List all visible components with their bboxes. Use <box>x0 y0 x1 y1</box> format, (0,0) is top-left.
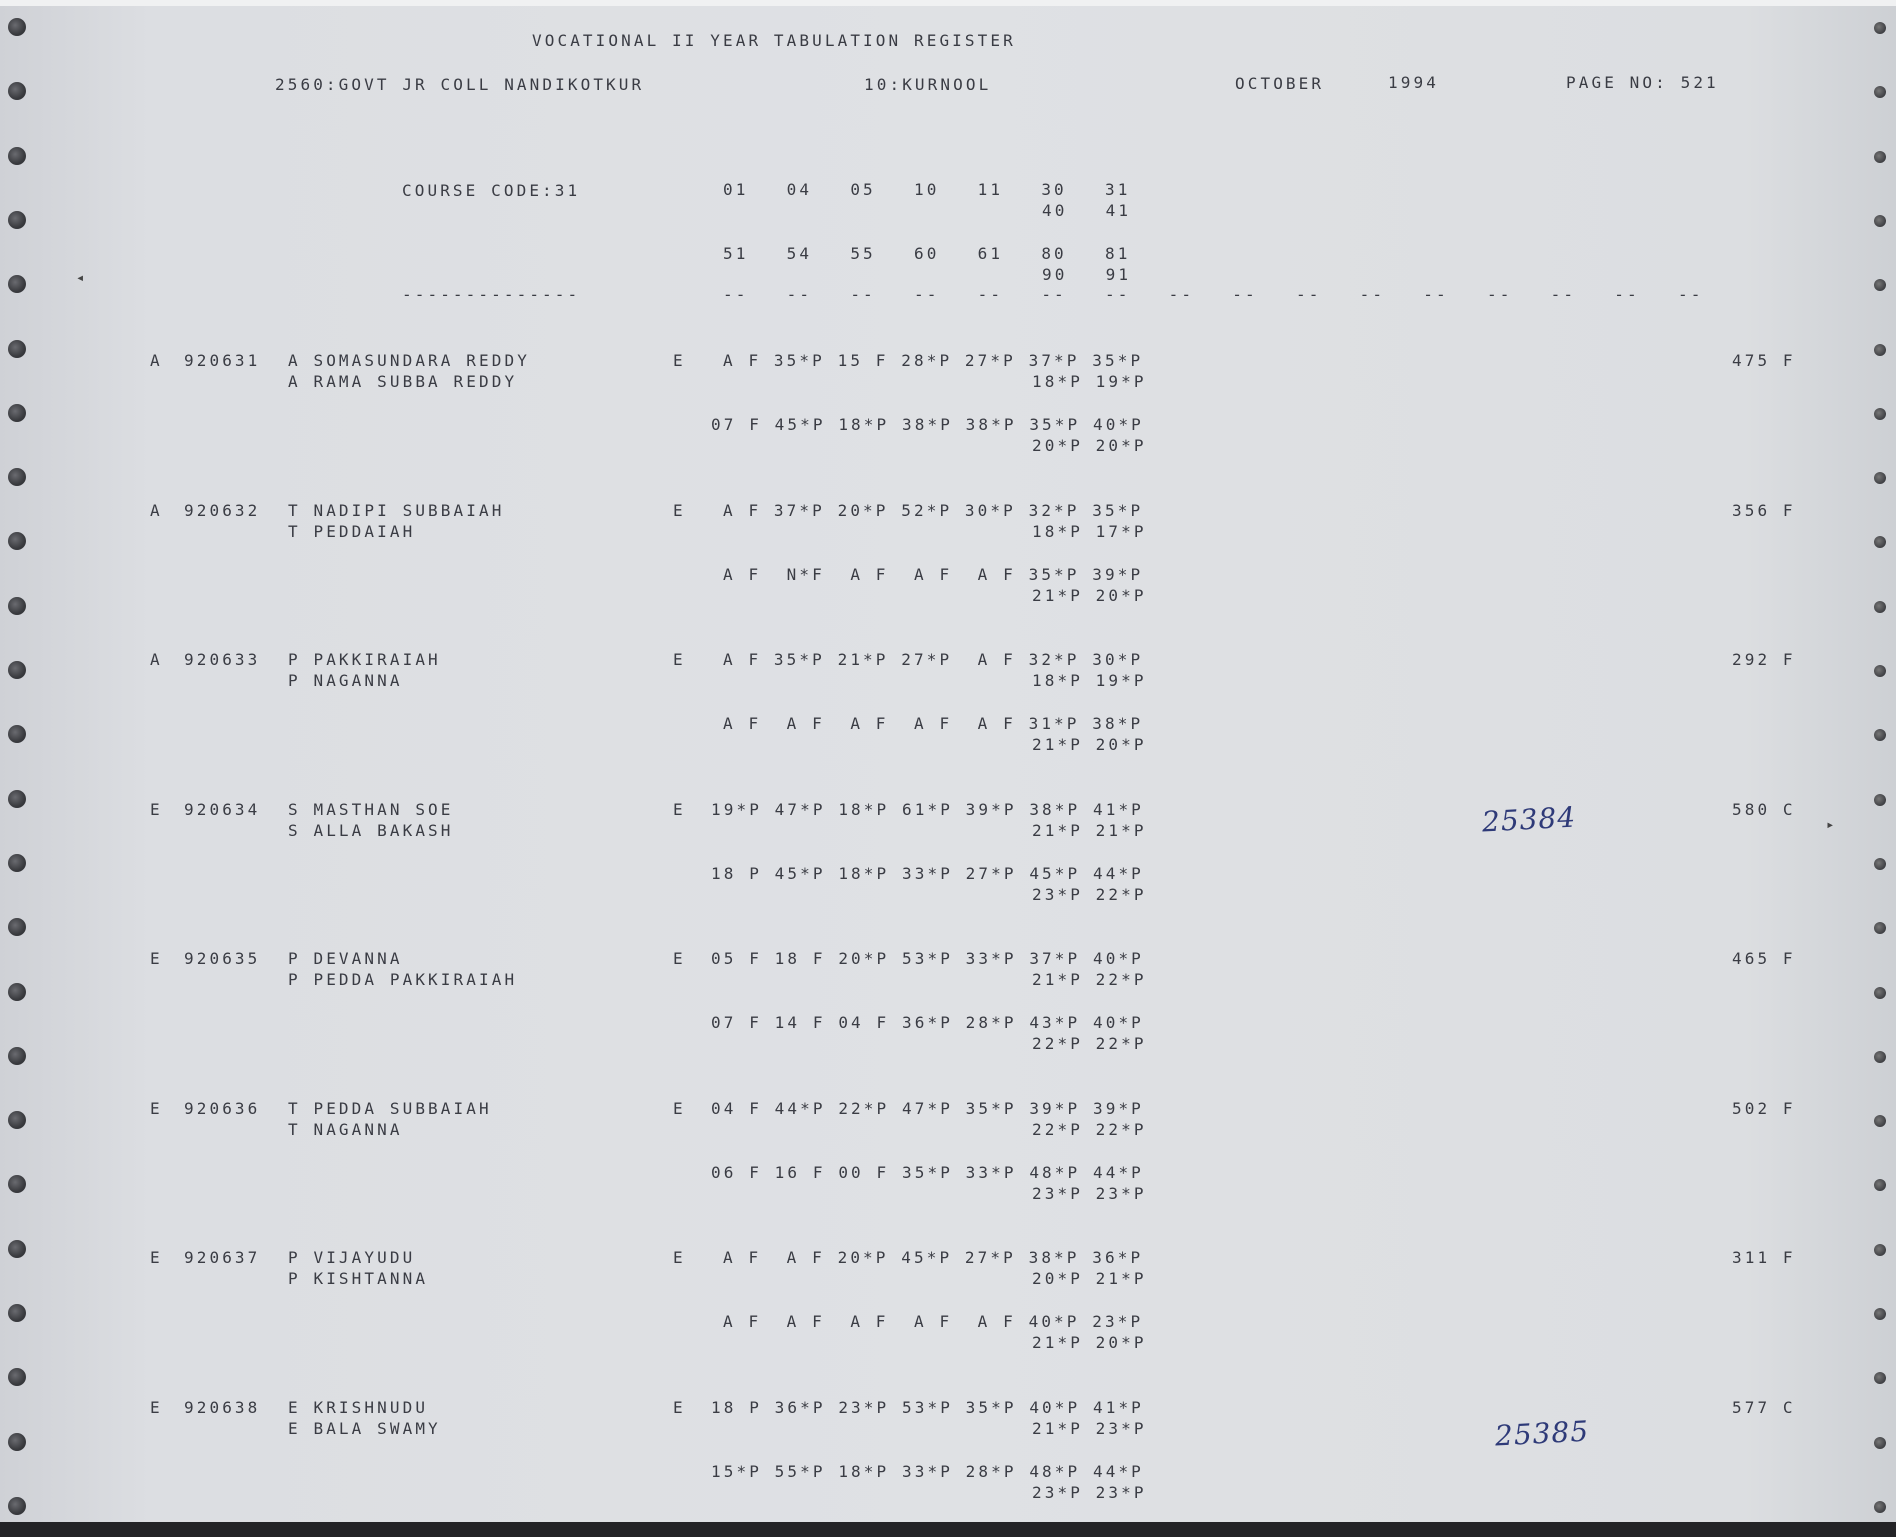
marks-row-1: 18 P 36*P 23*P 53*P 35*P 40*P 41*P <box>711 1397 1144 1417</box>
marks-row-2: 07 F 45*P 18*P 38*P 38*P 35*P 40*P <box>711 415 1144 434</box>
roll-number: 920634 <box>184 799 261 819</box>
grand-total: 292 F <box>1732 650 1796 669</box>
marks-row-1: A F 35*P 21*P 27*P A F 32*P 30*P <box>723 650 1144 669</box>
tractor-hole <box>1874 408 1886 420</box>
marks-row-2b: 23*P 22*P <box>1032 884 1147 904</box>
marks-row-1b: 22*P 22*P <box>1032 1119 1147 1139</box>
marks-row-2: 07 F 14 F 04 F 36*P 28*P 43*P 40*P <box>711 1013 1144 1032</box>
grand-total: 580 C <box>1732 799 1796 819</box>
group-code: A <box>150 500 163 520</box>
medium-code: E <box>673 500 686 520</box>
subject-codes-row-2: 51 54 55 60 61 80 81 <box>723 244 1131 263</box>
marks-row-2b: 22*P 22*P <box>1032 1034 1147 1053</box>
group-code: E <box>150 799 163 819</box>
group-code: E <box>150 1397 163 1417</box>
paper-top-edge <box>0 0 1896 6</box>
tractor-hole <box>8 82 26 100</box>
course-code-label: COURSE CODE:31 <box>402 181 581 200</box>
roll-number: 920636 <box>184 1098 261 1118</box>
group-code: A <box>150 351 163 370</box>
student-name: P PAKKIRAIAH <box>288 650 441 669</box>
marks-row-1b: 18*P 17*P <box>1032 521 1147 541</box>
roll-number: 920632 <box>184 500 261 520</box>
tractor-hole <box>8 1433 26 1451</box>
tractor-hole <box>1874 1372 1886 1384</box>
marks-row-1: 19*P 47*P 18*P 61*P 39*P 38*P 41*P <box>711 799 1144 819</box>
tractor-hole <box>8 1304 26 1322</box>
medium-code: E <box>673 949 686 968</box>
marks-row-2: 18 P 45*P 18*P 33*P 27*P 45*P 44*P <box>711 863 1144 883</box>
tractor-hole <box>1874 1308 1886 1320</box>
medium-code: E <box>673 351 686 370</box>
marks-row-2: 06 F 16 F 00 F 35*P 33*P 48*P 44*P <box>711 1162 1144 1182</box>
tractor-hole <box>8 1368 26 1386</box>
father-name: T PEDDAIAH <box>288 521 416 541</box>
marks-row-2: A F N*F A F A F A F 35*P 39*P <box>723 564 1144 584</box>
exam-year: 1994 <box>1388 73 1439 92</box>
student-name: A SOMASUNDARA REDDY <box>288 351 530 370</box>
marks-row-2: A F A F A F A F A F 40*P 23*P <box>723 1312 1144 1331</box>
tractor-hole <box>1874 1051 1886 1063</box>
tractor-hole <box>1874 1501 1886 1513</box>
handwritten-number: 25385 <box>1494 1414 1590 1452</box>
marks-row-2: A F A F A F A F A F 31*P 38*P <box>723 714 1144 733</box>
tractor-hole <box>1874 151 1886 163</box>
tractor-hole <box>8 147 26 165</box>
medium-code: E <box>673 650 686 669</box>
subject-codes-row-2b: 90 91 <box>1042 265 1132 284</box>
tractor-hole <box>1874 1179 1886 1191</box>
marks-row-1b: 21*P 22*P <box>1032 970 1147 989</box>
marks-row-1: 05 F 18 F 20*P 53*P 33*P 37*P 40*P <box>711 949 1144 968</box>
tractor-hole <box>1874 279 1886 291</box>
tractor-hole <box>8 1047 26 1065</box>
tractor-hole <box>1874 536 1886 548</box>
student-name: T NADIPI SUBBAIAH <box>288 500 505 520</box>
district-name: 10:KURNOOL <box>864 75 992 94</box>
tractor-hole <box>8 1175 26 1193</box>
student-name: P VIJAYUDU <box>288 1248 416 1267</box>
tractor-hole <box>8 854 26 872</box>
tractor-hole <box>1874 472 1886 484</box>
tractor-hole <box>8 983 26 1001</box>
course-underline: -------------- <box>402 285 581 304</box>
tractor-hole <box>8 532 26 550</box>
marks-row-2b: 21*P 20*P <box>1032 735 1147 754</box>
column-dash-row: -- -- -- -- -- -- -- -- -- -- -- -- -- -- -- -- <box>723 285 1704 304</box>
tractor-hole <box>8 661 26 679</box>
tractor-hole <box>8 211 26 229</box>
marks-row-1: A F A F 20*P 45*P 27*P 38*P 36*P <box>723 1248 1144 1267</box>
marks-row-1: 04 F 44*P 22*P 47*P 35*P 39*P 39*P <box>711 1098 1144 1118</box>
father-name: E BALA SWAMY <box>288 1418 441 1438</box>
marks-row-1b: 21*P 21*P <box>1032 820 1147 840</box>
tractor-hole <box>8 1240 26 1258</box>
tractor-hole <box>1874 344 1886 356</box>
college-name: 2560:GOVT JR COLL NANDIKOTKUR <box>275 75 645 94</box>
tractor-hole <box>8 404 26 422</box>
group-code: E <box>150 1098 163 1118</box>
marks-row-2b: 23*P 23*P <box>1032 1482 1147 1502</box>
tractor-hole <box>8 275 26 293</box>
grand-total: 356 F <box>1732 500 1796 520</box>
arrow-mark-left: ◂ <box>76 270 85 286</box>
medium-code: E <box>673 1248 686 1267</box>
father-name: P PEDDA PAKKIRAIAH <box>288 970 518 989</box>
father-name: P NAGANNA <box>288 671 403 690</box>
marks-row-1b: 18*P 19*P <box>1032 372 1147 391</box>
tractor-hole <box>8 1497 26 1515</box>
subject-codes-row-1: 01 04 05 10 11 30 31 <box>723 180 1131 199</box>
tractor-hole <box>1874 1244 1886 1256</box>
tractor-hole <box>8 918 26 936</box>
handwritten-number: 25384 <box>1481 800 1577 838</box>
tractor-hole <box>1874 729 1886 741</box>
marks-row-2b: 21*P 20*P <box>1032 585 1147 605</box>
roll-number: 920631 <box>184 351 261 370</box>
medium-code: E <box>673 1397 686 1417</box>
tractor-hole <box>1874 1437 1886 1449</box>
tractor-hole <box>8 340 26 358</box>
marks-row-1b: 20*P 21*P <box>1032 1269 1147 1288</box>
medium-code: E <box>673 1098 686 1118</box>
paper-bottom-edge <box>0 1522 1896 1537</box>
tractor-hole <box>1874 665 1886 677</box>
roll-number: 920633 <box>184 650 261 669</box>
tractor-hole <box>8 18 26 36</box>
tractor-hole <box>1874 215 1886 227</box>
exam-month: OCTOBER <box>1235 74 1325 93</box>
group-code: E <box>150 949 163 968</box>
register-title: VOCATIONAL II YEAR TABULATION REGISTER <box>532 31 1016 50</box>
student-name: S MASTHAN SOE <box>288 799 454 819</box>
student-name: T PEDDA SUBBAIAH <box>288 1098 492 1118</box>
group-code: A <box>150 650 163 669</box>
marks-row-2b: 20*P 20*P <box>1032 436 1147 455</box>
tractor-hole <box>1874 86 1886 98</box>
roll-number: 920637 <box>184 1248 261 1267</box>
marks-row-1: A F 35*P 15 F 28*P 27*P 37*P 35*P <box>723 351 1144 370</box>
tractor-hole <box>1874 22 1886 34</box>
tractor-hole <box>1874 858 1886 870</box>
group-code: E <box>150 1248 163 1267</box>
marks-row-1b: 21*P 23*P <box>1032 1418 1147 1438</box>
tractor-hole <box>1874 922 1886 934</box>
grand-total: 577 C <box>1732 1397 1796 1417</box>
grand-total: 465 F <box>1732 949 1796 968</box>
student-name: P DEVANNA <box>288 949 403 968</box>
grand-total: 475 F <box>1732 351 1796 370</box>
tractor-hole <box>1874 601 1886 613</box>
roll-number: 920638 <box>184 1397 261 1417</box>
tractor-hole <box>1874 794 1886 806</box>
marks-row-2b: 23*P 23*P <box>1032 1183 1147 1203</box>
arrow-mark-right: ▸ <box>1826 817 1835 833</box>
father-name: T NAGANNA <box>288 1119 403 1139</box>
tractor-hole <box>8 1111 26 1129</box>
tractor-hole <box>1874 987 1886 999</box>
tractor-hole <box>8 790 26 808</box>
tractor-hole <box>1874 1115 1886 1127</box>
father-name: A RAMA SUBBA REDDY <box>288 372 518 391</box>
roll-number: 920635 <box>184 949 261 968</box>
marks-row-1: A F 37*P 20*P 52*P 30*P 32*P 35*P <box>723 500 1144 520</box>
subject-codes-row-1b: 40 41 <box>1042 201 1132 220</box>
grand-total: 502 F <box>1732 1098 1796 1118</box>
marks-row-2b: 21*P 20*P <box>1032 1333 1147 1352</box>
marks-row-1b: 18*P 19*P <box>1032 671 1147 690</box>
tractor-hole <box>8 725 26 743</box>
grand-total: 311 F <box>1732 1248 1796 1267</box>
father-name: S ALLA BAKASH <box>288 820 454 840</box>
tractor-hole <box>8 597 26 615</box>
medium-code: E <box>673 799 686 819</box>
tractor-hole <box>8 468 26 486</box>
page-number: PAGE NO: 521 <box>1566 73 1719 92</box>
marks-row-2: 15*P 55*P 18*P 33*P 28*P 48*P 44*P <box>711 1461 1144 1481</box>
father-name: P KISHTANNA <box>288 1269 429 1288</box>
student-name: E KRISHNUDU <box>288 1397 429 1417</box>
